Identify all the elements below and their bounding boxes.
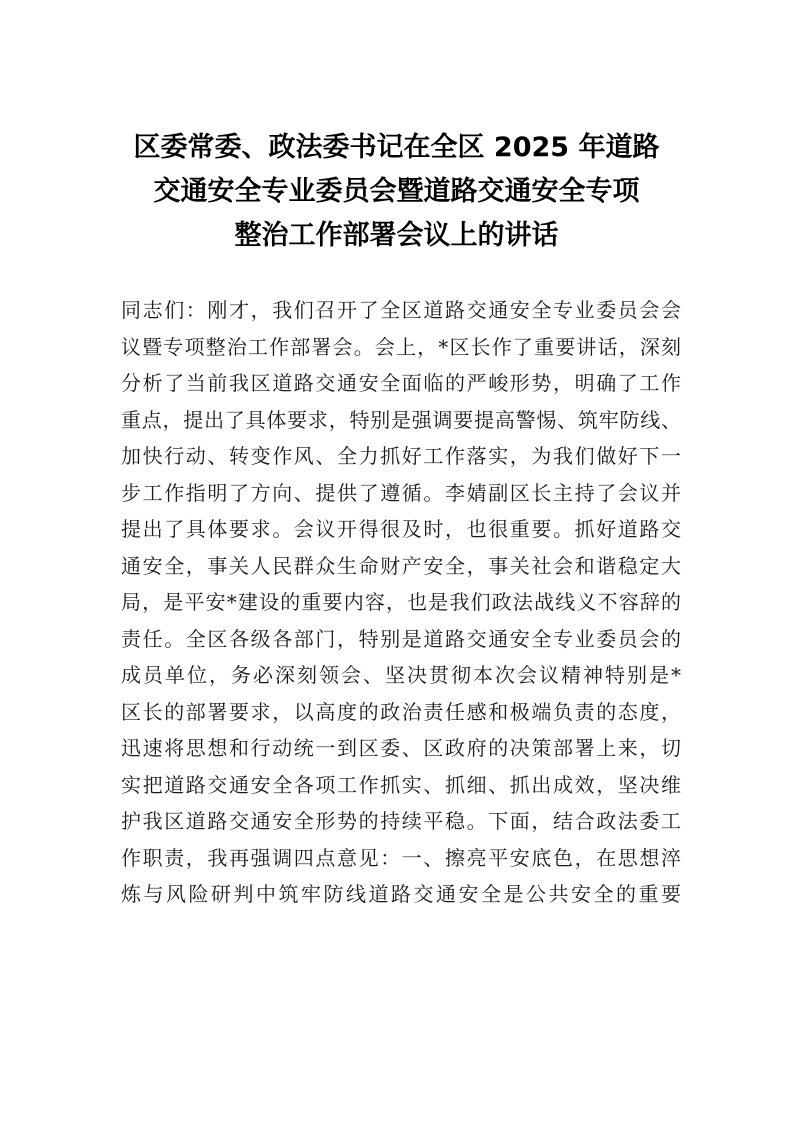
title-line-3: 整治工作部署会议上的讲话 — [234, 220, 559, 251]
body-line: 实把道路交通安全各项工作抓实、抓细、抓出成效，坚决维 — [121, 772, 681, 797]
body-line: 加快行动、转变作风、全力抓好工作落实，为我们做好下一 — [121, 444, 681, 468]
speech-body — [121, 292, 681, 913]
title-line-1: 区委常委、政法委书记在全区 2025 年道路 — [133, 132, 660, 163]
body-line: 迅速将思想和行动统一到区委、区政府的决策部署上来，切 — [121, 736, 681, 760]
body-line: 同志们：刚才，我们召开了全区道路交通安全专业委员会会 — [121, 298, 681, 322]
body-line: 责任。全区各级各部门，特别是道路交通安全专业委员会的 — [121, 626, 681, 651]
body-line: 提出了具体要求。会议开得很及时，也很重要。抓好道路交 — [121, 517, 681, 541]
body-line: 通安全，事关人民群众生命财产安全，事关社会和谐稳定大 — [121, 553, 681, 578]
body-line: 成员单位，务必深刻领会、坚决贯彻本次会议精神特别是* — [121, 663, 681, 687]
body-line: 护我区道路交通安全形势的持续平稳。下面，结合政法委工 — [121, 809, 681, 833]
body-line: 步工作指明了方向、提供了遵循。李婧副区长主持了会议并 — [121, 480, 681, 505]
body-line: 重点，提出了具体要求，特别是强调要提高警惕、筑牢防线、 — [121, 407, 681, 432]
body-line: 局，是平安*建设的重要内容，也是我们政法战线义不容辞的 — [121, 590, 681, 614]
document-title — [100, 126, 693, 258]
body-line: 议暨专项整治工作部署会。会上，*区长作了重要讲话，深刻 — [121, 334, 681, 359]
title-line-2: 交通安全专业委员会暨道路交通安全专项 — [153, 176, 640, 207]
body-line: 作职责，我再强调四点意见：一、擦亮平安底色，在思想淬 — [121, 845, 681, 870]
body-line: 分析了当前我区道路交通安全面临的严峻形势，明确了工作 — [121, 371, 681, 395]
body-line: 区长的部署要求，以高度的政治责任感和极端负责的态度， — [121, 699, 681, 724]
body-line: 炼与风险研判中筑牢防线道路交通安全是公共安全的重要 — [121, 882, 681, 906]
